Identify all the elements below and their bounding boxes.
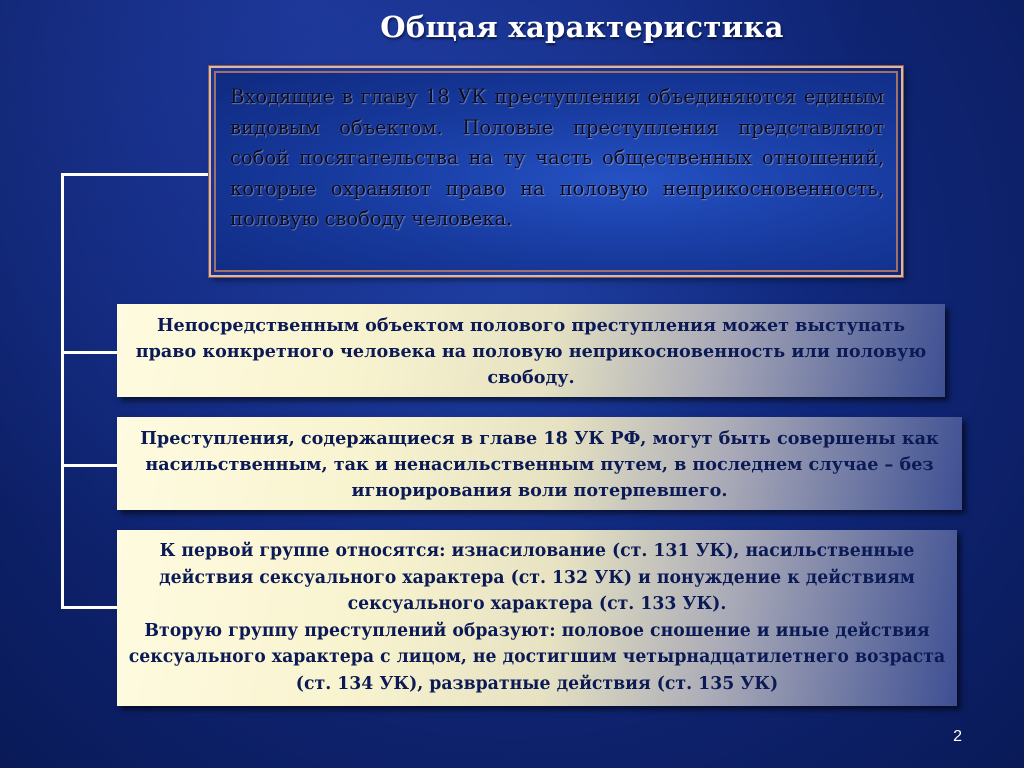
immediate-object-text: Непосредственным объектом полового преступления может выступать право конкретного человека на половую неприкосновенность или половую свободу. bbox=[135, 315, 927, 388]
page-number: 2 bbox=[953, 728, 962, 745]
connector-to-groups-box bbox=[61, 606, 118, 609]
general-object-box-inner bbox=[214, 71, 898, 272]
second-group-text: Вторую группу преступлений образуют: половое сношение и иные действия сексуального характера с лицом, не достигшим четырнадцатилетнего возраста (ст. 134 УК), развратные действия (ст. 135 УК) bbox=[128, 620, 946, 694]
connector-to-object-box bbox=[61, 351, 118, 354]
crime-groups-box bbox=[117, 530, 957, 706]
general-object-box bbox=[209, 66, 903, 277]
commission-methods-text: Преступления, содержащиеся в главе 18 УК РФ, могут быть совершены как насильственным, так и ненасильственным путем, в последнем случае – без игнорирования воли потерпевшего. bbox=[140, 428, 939, 501]
first-group-text: К первой группе относятся: изнасилование (ст. 131 УК), насильственные действия сексуального характера (ст. 132 УК) и понуждение к действиям сексуального характера (ст. 133 УК). bbox=[159, 541, 915, 614]
connector-to-main-box bbox=[61, 173, 211, 176]
commission-methods-box bbox=[117, 417, 962, 510]
connector-to-methods-box bbox=[61, 464, 118, 467]
immediate-object-box bbox=[117, 304, 945, 397]
general-object-text: Входящие в главу 18 УК преступления объединяются единым видовым объектом. Половые преступления представляют собой посягательства на ту часть общественных отношений, которые охраняют право на половую неприкосновенность, половую свободу человека. bbox=[230, 85, 884, 230]
slide-title: Общая характеристика bbox=[380, 10, 784, 44]
connector-vertical bbox=[61, 173, 64, 609]
